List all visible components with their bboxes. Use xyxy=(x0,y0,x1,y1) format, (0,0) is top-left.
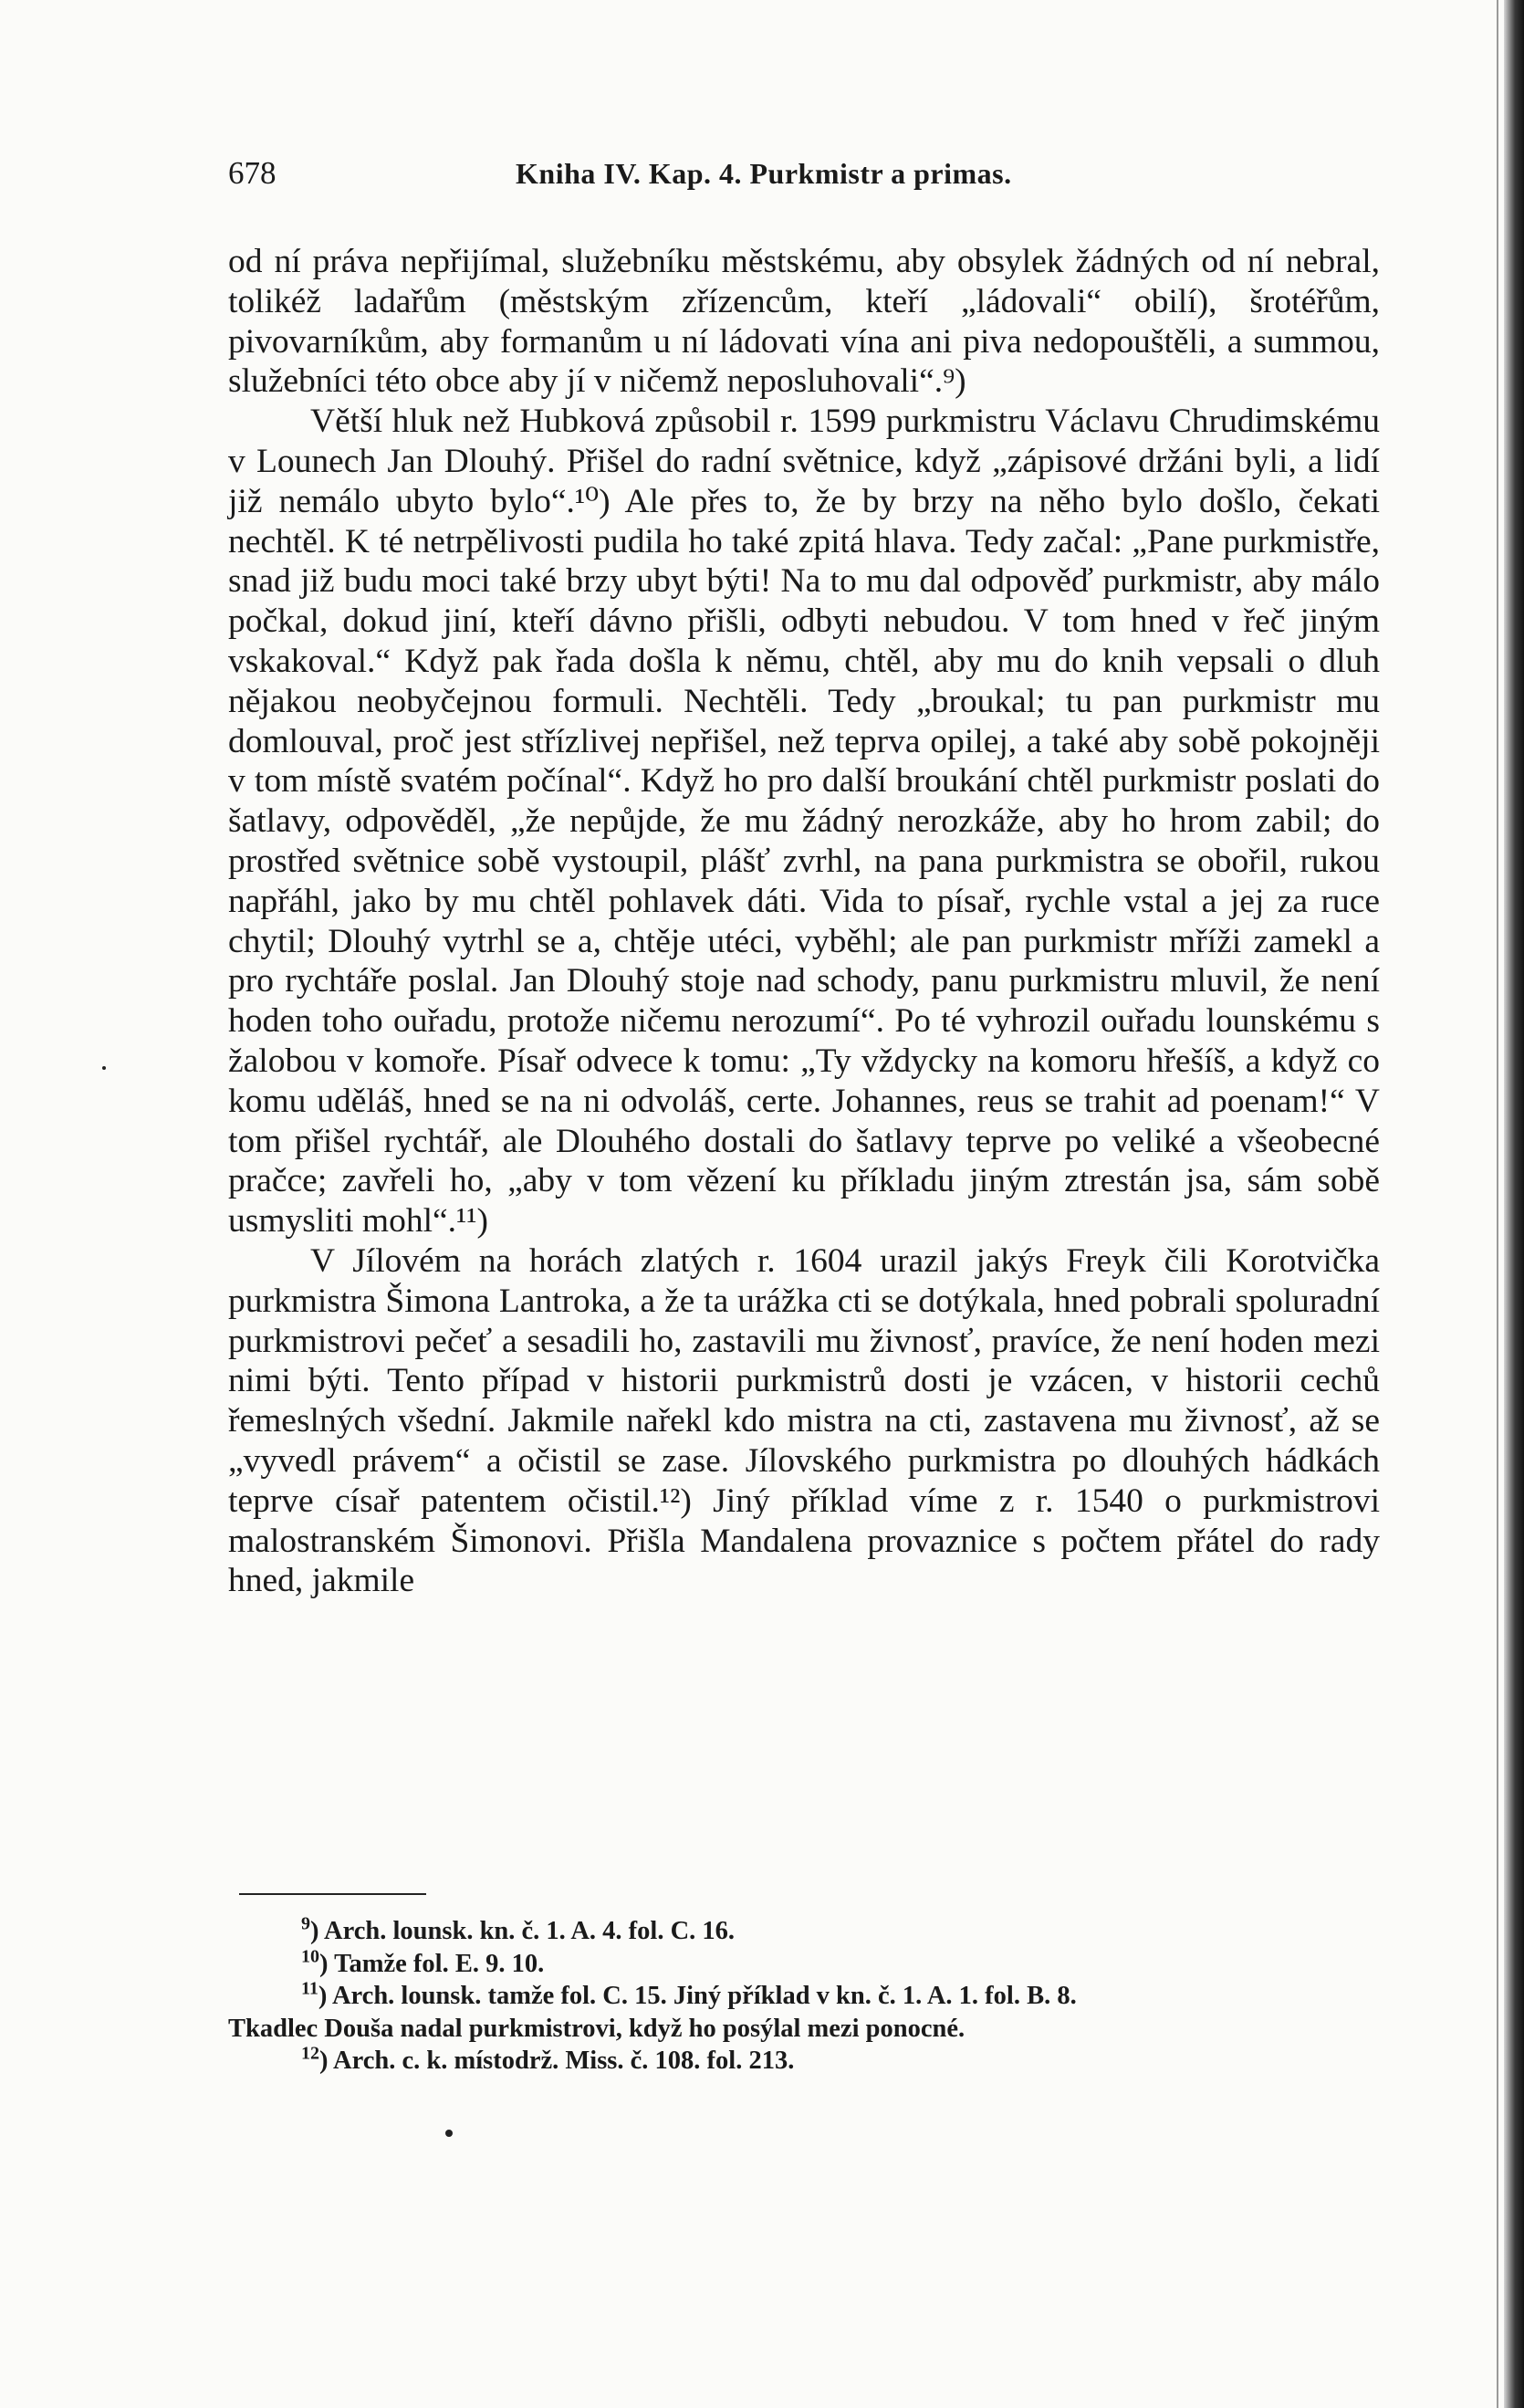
page-number: 678 xyxy=(228,155,277,191)
footnote-text: ) Tamže fol. E. 9. 10. xyxy=(319,1949,545,1978)
page-edge-shadow xyxy=(1504,0,1524,2408)
running-head: Kniha IV. Kap. 4. Purkmistr a primas. xyxy=(516,157,1012,190)
footnote-text: Tkadlec Douša nadal purkmistrovi, když ho posýlal mezi ponocné. xyxy=(228,2014,966,2043)
footnote-12 xyxy=(228,2045,1380,2078)
footnote-11-continued xyxy=(228,2013,1380,2046)
page-edge-line xyxy=(1497,0,1498,2408)
paragraph-3: V Jílovém na horách zlatých r. 1604 urazil jakýs Freyk čili Korotvička purkmistra Šimona Lantroka, a že ta urážka cti se dotýkala, hned pobrali spoluradní purkmistrovi pečeť a sesadili ho, zastavili mu živnosť, pravíce, že není hoden mezi nimi býti. Tento případ v historii purkmistrů dosti je vzácen, v historii cechů řemeslných všední. Jakmile nařekl kdo mistra na cti, zastavena mu živnosť, až se „vyvedl právem“ a očistil se zase. Jílovského purkmistra po dlouhých hádkách teprve císař patentem očistil.¹²) Jiný příklad víme z r. 1540 o purkmistrovi malostranském Šimonovi. Přišla Mandalena provaznice s počtem přátel do rady hned, jakmile xyxy=(228,1241,1380,1600)
footnote-text: ) Arch. lounsk. kn. č. 1. A. 4. fol. C. 16. xyxy=(310,1917,736,1945)
footnote-text: ) Arch. c. k. místodrž. Miss. č. 108. fol. 213. xyxy=(319,2047,795,2075)
ink-speck xyxy=(445,2130,453,2137)
paragraph-1: od ní práva nepřijímal, služebníku městskému, aby obsylek žádných od ní nebral, tolikéž ladařům (městským zřízencům, kteří „ládovali“ obilí), šrotéřům, pivovarníkům, aby formanům u ní ládovati vína ani piva nedopouštěli, a summou, služebníci této obce aby jí v ničemž neposluhovali“.⁹) xyxy=(228,243,1380,401)
ink-speck xyxy=(102,1066,106,1070)
footnote-9 xyxy=(228,1915,1380,1948)
footnote-text: ) Arch. lounsk. tamže fol. C. 15. Jiný příklad v kn. č. 1. A. 1. fol. B. 8. xyxy=(318,1982,1077,2010)
footnote-11 xyxy=(228,1980,1380,2013)
footnote-mark: 12 xyxy=(301,2043,319,2064)
footnote-mark: 10 xyxy=(301,1946,319,1966)
body-text xyxy=(228,242,1380,1601)
footnote-mark: 11 xyxy=(301,1978,318,1999)
footnote-10 xyxy=(228,1948,1380,1981)
footnote-mark: 9 xyxy=(301,1913,310,1934)
paragraph-2: Větší hluk než Hubková způsobil r. 1599 purkmistru Václavu Chrudimskému v Lounech Jan Dlouhý. Přišel do radní světnice, když „zápisové držáni byli, a lidí již nemálo ubyto bylo“.¹⁰) Ale přes to, že by brzy na něho bylo došlo, čekati nechtěl. K té netrpělivosti pudila ho také zpitá hlava. Tedy začal: „Pane purkmistře, snad již budu moci také brzy ubyt býti! Na to mu dal odpověď purkmistr, aby málo počkal, dokud jiní, kteří dávno přišli, odbyti nebudou. V tom hned v řeč jiným vskakoval.“ Když pak řada došla k němu, chtěl, aby mu do knih vepsali o dluh nějakou neobyčejnou formuli. Nechtěli. Tedy „broukal; tu pan purkmistr mu domlouval, proč jest střízlivej nepřišel, než teprva opilej, a také aby sobě pokojněji v tom místě svatém počínal“. Když ho pro další broukání chtěl purkmistr poslati do šatlavy, odpověděl, „že nepůjde, že mu žádný nerozkáže, aby ho hrom zabil; do prostřed světnice sobě vystoupil, plášť zvrhl, na pana purkmistra se obořil, rukou napřáhl, jako by mu chtěl pohlavek dáti. Vida to písař, rychle vstal a jej za ruce chytil; Dlouhý vytrhl se a, chtěje utéci, vyběhl; ale pan purkmistr mříži zamekl a pro rychtáře poslal. Jan Dlouhý stoje nad schody, panu purkmistru mluvil, že není hoden toho ouřadu, protože ničemu nerozumí“. Po té vyhrozil ouřadu lounskému s žalobou v komoře. Písař odvece k tomu: „Ty vždycky na komoru hřešíš, a když co komu uděláš, hned se na ni odvoláš, certe. Johannes, reus se trahit ad poenam!“ V tom přišel rychtář, ale Dlouhého dostali do šatlavy teprve po veliké a všeobecné pračce; zavřeli ho, „aby v tom vězení ku příkladu jiným ztrestán jsa, sám sobě usmysliti mohl“.¹¹) xyxy=(228,403,1380,1241)
page-header xyxy=(228,155,1378,197)
footnotes xyxy=(228,1915,1380,2078)
footnote-rule xyxy=(239,1893,426,1895)
